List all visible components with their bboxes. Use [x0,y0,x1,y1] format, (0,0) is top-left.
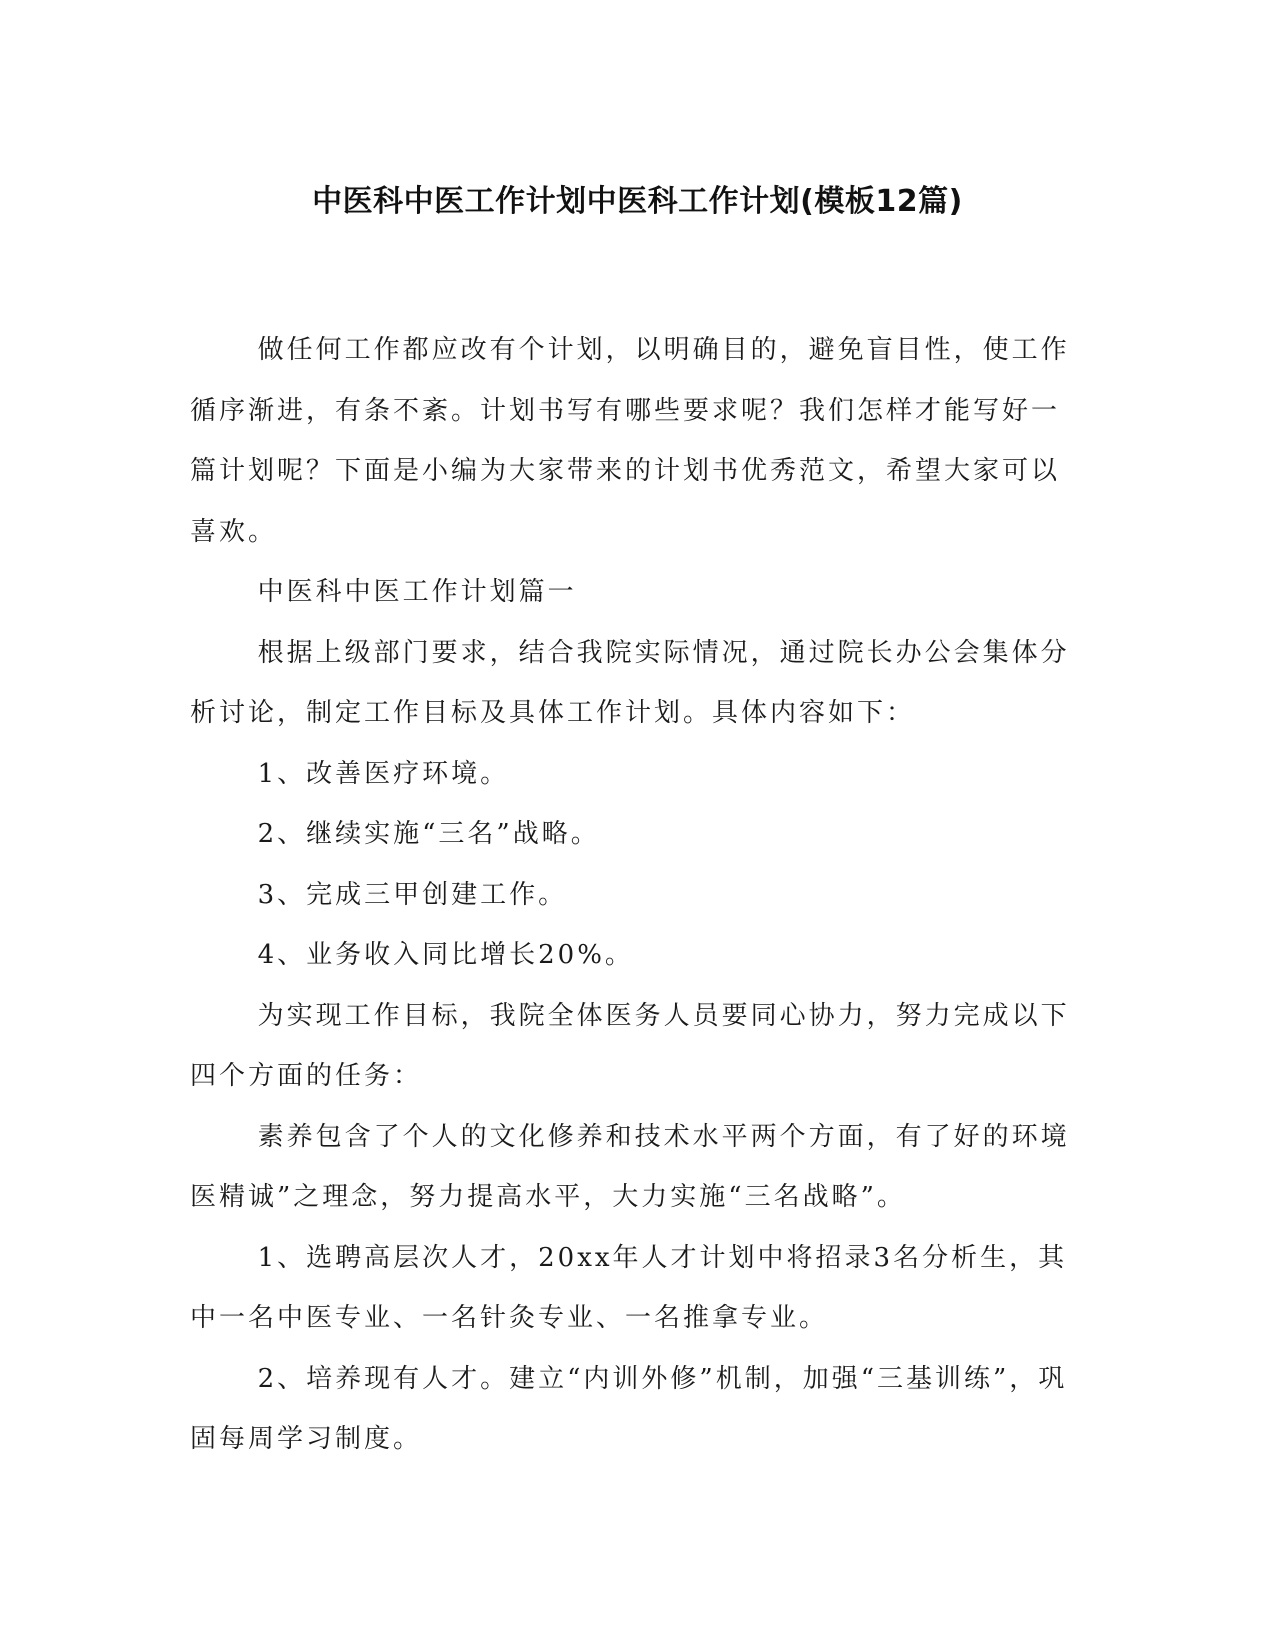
list-item: 1、选聘高层次人才，20xx年人才计划中将招录3名分析生，其中一名中医专业、一名针灸专业、一名推拿专业。 [190,1242,1068,1333]
list-item: 2、继续实施“三名”战略。 [257,819,600,849]
list-item: 4、业务收入同比增长20%。 [257,940,634,970]
body-paragraph: 根据上级部门要求，结合我院实际情况，通过院长办公会集体分析讨论，制定工作目标及具体工作计划。具体内容如下： [190,637,1070,728]
section-heading: 中医科中医工作计划篇一 [257,577,577,607]
list-item: 3、完成三甲创建工作。 [257,879,568,910]
body-paragraph: 为实现工作目标，我院全体医务人员要同心协力，努力完成以下四个方面的任务： [190,1000,1070,1091]
document-body [190,320,1085,1470]
list-item: 1、改善医疗环境。 [257,758,510,789]
body-paragraph: 素养包含了个人的文化修养和技术水平两个方面，有了好的环境医精诚”之理念，努力提高水平，大力实施“三名战略”。 [190,1121,1070,1212]
document-title: 中医科中医工作计划中医科工作计划(模板12篇) [312,184,963,219]
list-item: 2、培养现有人才。建立“内训外修”机制，加强“三基训练”，巩固每周学习制度。 [190,1363,1068,1454]
intro-paragraph: 做任何工作都应改有个计划，以明确目的，避免盲目性，使工作循序渐进，有条不紊。计划书写有哪些要求呢？我们怎样才能写好一篇计划呢？下面是小编为大家带来的计划书优秀范文，希望大家可以喜欢。 [190,335,1070,547]
